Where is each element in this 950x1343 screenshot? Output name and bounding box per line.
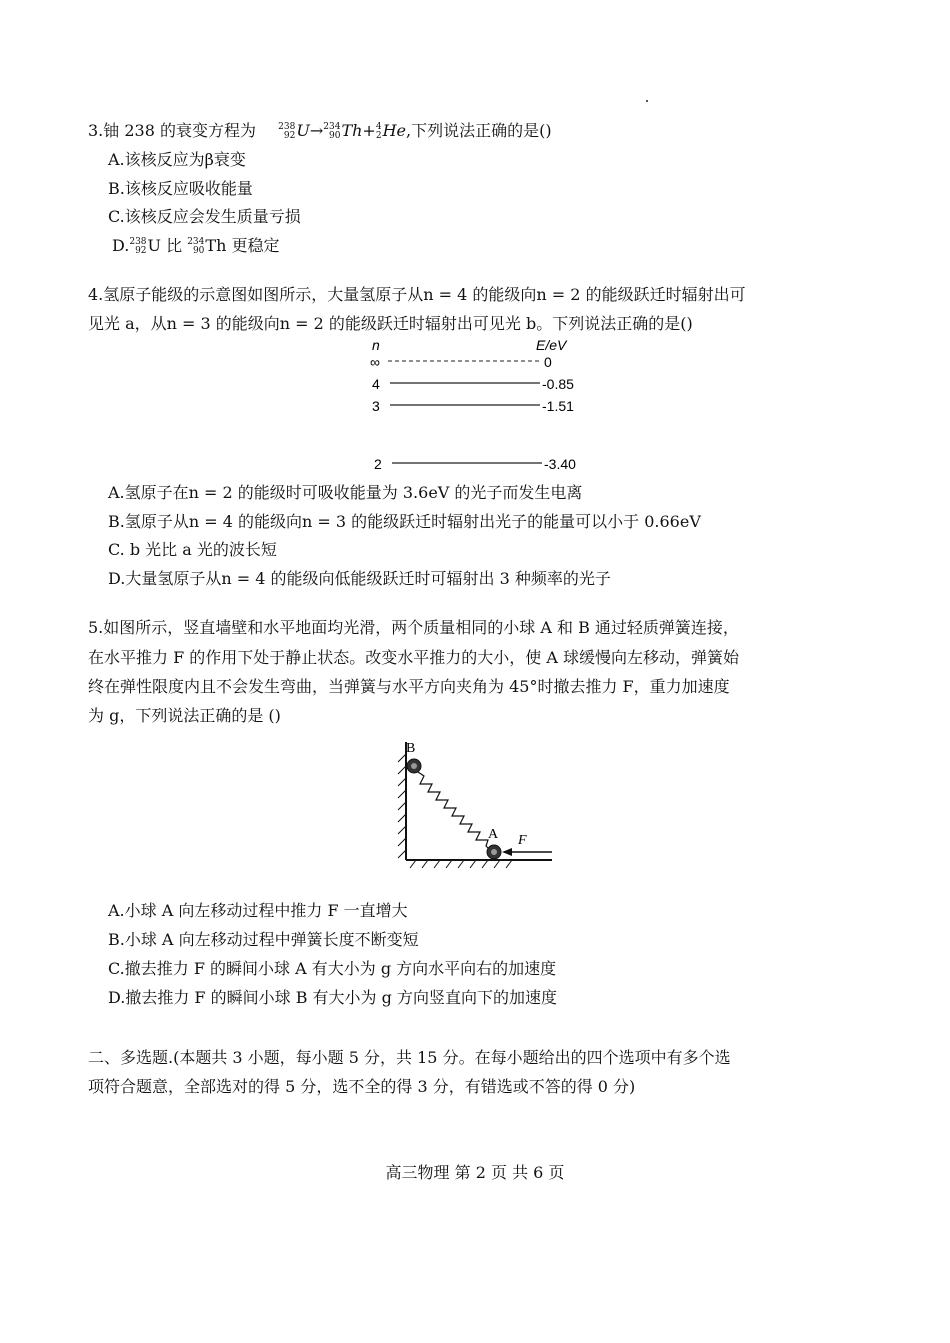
wall-hatch [398,754,406,858]
label-a: A [488,827,499,842]
speck [646,100,648,102]
q5-stem-line2: 在水平推力 F 的作用下处于静止状态。改变水平推力的大小，使 A 球缓慢向左移动，弹簧始 [88,648,740,667]
level-e-3: -1.51 [542,398,574,414]
q5-option-a: A.小球 A 向左移动过程中推力 F 一直增大 [108,901,408,920]
q3-option-a: A.该核反应为β衰变 [108,150,246,169]
n-axis-label: n [372,337,380,353]
q5-stem-line3: 终在弹性限度内且不会发生弯曲，当弹簧与水平方向夹角为 45°时撤去推力 F，重力加速度 [88,677,730,696]
spring [418,772,492,852]
q3-stem: 3.铀 238 的衰变方程为 238 92 U→ 234 90 Th+ 4 2 He,下列说法正确的是() [88,121,552,141]
q5-option-c: C.撤去推力 F 的瞬间小球 A 有大小为 g 方向水平向右的加速度 [108,959,557,978]
ball-a-highlight [491,849,497,855]
level-n-2: 2 [374,456,382,472]
q4-stem-line2: 见光 a，从n = 3 的能级向n = 2 的能级跃迁时辐射出可见光 b。下列说法正确的是() [88,314,693,333]
q4-stem-line1: 4.氢原子能级的示意图如图所示，大量氢原子从n = 4 的能级向n = 2 的能级跃迁时辐射出可 [88,285,746,304]
level-n-inf: ∞ [370,354,380,370]
level-e-4: -0.85 [542,376,574,392]
isotope-u: 238 92 [278,121,296,141]
ground-hatch [410,860,512,868]
label-b: B [406,741,416,756]
q3-option-b: B.该核反应吸收能量 [108,179,253,198]
isotope-th: 234 90 [323,121,341,141]
label-f: F [518,833,527,848]
section-2-line1: 二、多选题.(本题共 3 小题，每小题 5 分，共 15 分。在每小题给出的四个选项中有多个选 [88,1048,731,1067]
q4-option-a: A.氢原子在n = 2 的能级时可吸收能量为 3.6eV 的光子而发生电离 [108,483,583,502]
ball-b-highlight [411,763,417,769]
force-arrow-head [502,848,512,856]
page-footer: 高三物理 第 2 页 共 6 页 [385,1163,565,1182]
q5-stem-line1: 5.如图所示，竖直墙壁和水平地面均光滑，两个质量相同的小球 A 和 B 通过轻质弹簧连接， [88,618,739,637]
isotope-he: 4 2 [375,121,382,141]
q4-option-b: B.氢原子从n = 4 的能级向n = 3 的能级跃迁时辐射出光子的能量可以小于 0.66eV [108,512,701,531]
level-e-inf: 0 [544,354,552,370]
q4-option-c: C. b 光比 a 光的波长短 [108,540,277,559]
spring-figure [396,732,558,872]
q5-stem-line4: 为 g，下列说法正确的是 () [88,706,281,725]
q5-option-b: B.小球 A 向左移动过程中弹簧长度不断变短 [108,930,419,949]
q3-option-c: C.该核反应会发生质量亏损 [108,207,301,226]
level-n-3: 3 [372,398,380,414]
q3-option-d: D. 238 92 U 比 234 90 Th 更稳定 [112,236,280,256]
level-e-2: -3.40 [544,456,576,472]
q4-option-d: D.大量氢原子从n = 4 的能级向低能级跃迁时可辐射出 3 种频率的光子 [108,569,611,588]
level-n-4: 4 [372,376,380,392]
section-2-line2: 项符合题意，全部选对的得 5 分，选不全的得 3 分，有错选或不答的得 0 分) [88,1077,636,1096]
energy-axis-label: E/eV [536,337,567,353]
q5-option-d: D.撤去推力 F 的瞬间小球 B 有大小为 g 方向竖直向下的加速度 [108,988,557,1007]
energy-level-diagram [360,336,600,476]
